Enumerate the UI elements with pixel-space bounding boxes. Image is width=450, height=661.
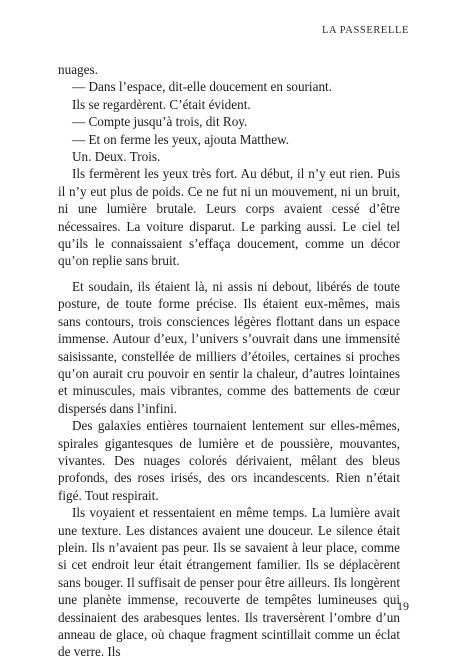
paragraph: Ils se regardèrent. C’était évident. (72, 96, 251, 112)
section-gap (58, 270, 400, 278)
dialogue-line: — Et on ferme les yeux, ajouta Matthew. (72, 131, 290, 147)
dialogue-line: — Dans l’espace, dit-elle doucement en souriant. (72, 79, 332, 95)
paragraph: nuages. (58, 62, 98, 77)
paragraph: Ils fermèrent les yeux très fort. Au début, il n’y eut rien. Puis il n’y eut plus de poids. Ce ne fut ni un mouvement, ni un bruit, ni une lumière brutale. Leurs corps avaient cessé d’être nécessaires. La voiture disparut. Le parking aussi. Le ciel tel qu’ils le connaissaient s’effaça doucement, comme un décor qu’on replie sans bruit. (58, 166, 400, 269)
running-header: LA PASSERELLE (321, 25, 409, 36)
paragraph: Des galaxies entières tournaient lentement sur elles-mêmes, spirales gigantesques de lumière et de poussière, mouvantes, vivantes. Des nuages colorés dérivaient, mêlant des bleus profonds, des roses irisés, des ors incandescents. Rien n’était figé. Tout respirait. (58, 418, 400, 503)
dialogue-line: — Compte jusqu’à trois, dit Roy. (72, 114, 248, 130)
paragraph: Et soudain, ils étaient là, ni assis ni debout, libérés de toute posture, de toute forme précise. Ils étaient eux-mêmes, mais sans contours, trois consciences légères flottant dans un espace immense. Autour d’eux, l’univers s’ouvrait dans une immensité saisissante, constellée de milliers d’étoiles, certaines si proches qu’on aurait cru pouvoir en sentir la chaleur, d’autres lointaines et minuscules, mais vibrantes, comme des battements de cœur dispersés dans l’infini. (58, 278, 400, 416)
page-number: 19 (397, 599, 409, 613)
text-block-top (58, 61, 400, 661)
paragraph: Un. Deux. Trois. (72, 149, 161, 165)
paragraph: Ils voyaient et ressentaient en même temps. La lumière avait une texture. Les distances avaient une douceur. Le silence était plein. Ils n’avaient pas peur. Ils se savaient à leur place, comme si cet endroit leur était étrangement familier. Ils se déplacèrent sans bouger. Il suffisait de penser pour être ailleurs. Ils longèrent une planète immense, recouverte de tempêtes lumineuses qui dessinaient des arabesques lentes. Ils traversèrent l’ombre d’un anneau de glace, où chaque fragment scintillait comme un éclat de verre. Ils (58, 505, 400, 660)
